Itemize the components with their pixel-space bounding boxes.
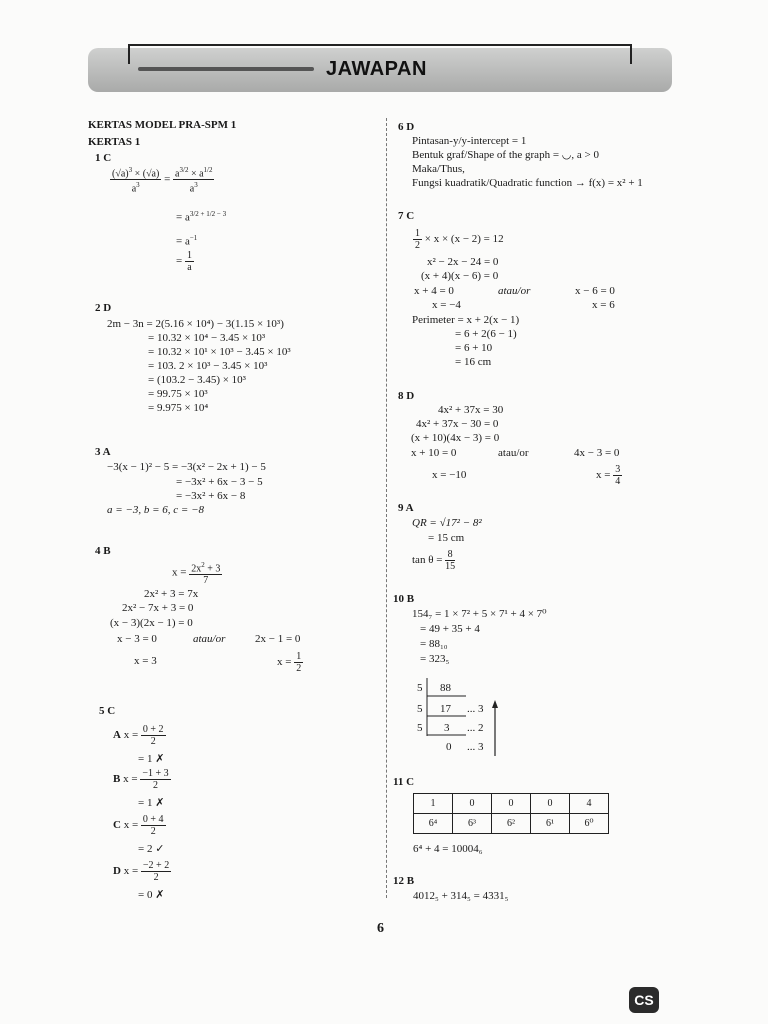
table-cell: 4: [570, 794, 609, 814]
q3-line: = −3x² + 6x − 8: [176, 490, 246, 502]
q5-option-b: B x = $\frac{-1 + 3}{2}$: [113, 768, 169, 791]
q7-or: atau/or: [498, 285, 531, 297]
q2-label: 2 D: [95, 302, 112, 314]
q7-line: = 6 + 2(6 − 1): [455, 328, 517, 340]
q12-label: 12 B: [393, 875, 415, 887]
q7-line: $\frac{1}{2}$ × x × (x − 2) = 12: [415, 228, 504, 251]
ladder-value: 17: [440, 703, 451, 715]
place-value-table: [413, 793, 609, 834]
q9-line: QR = √17² − 8²: [412, 517, 482, 529]
q4-or: atau/or: [193, 633, 226, 645]
q2-line: = 10.32 × 10¹ × 10³ − 3.45 × 10³: [148, 346, 291, 358]
q2-line: = 99.75 × 10³: [148, 388, 208, 400]
ladder-value: 88: [440, 682, 451, 694]
q8-line: 4x² + 37x = 30: [438, 404, 504, 416]
banner-stripe: [138, 67, 314, 71]
ladder-divisor: 5: [417, 703, 423, 715]
q10-line: 154₇ = 1 × 7² + 5 × 7¹ + 4 × 7⁰: [412, 608, 547, 620]
q7-label: 7 C: [398, 210, 415, 222]
q4-line: 2x − 1 = 0: [255, 633, 301, 645]
q7-line: x + 4 = 0: [414, 285, 454, 297]
ladder-remainder: ... 2: [467, 722, 484, 734]
section-subtitle: KERTAS 1: [88, 136, 141, 148]
q5-option-d: D x = $\frac{-2 + 2}{2}$: [113, 860, 170, 883]
q5-result-c: = 2 ✓: [138, 843, 165, 855]
table-row: [414, 814, 609, 834]
table-cell: 0: [453, 794, 492, 814]
ladder-remainder: ... 3: [467, 741, 484, 753]
q6-line: Fungsi kuadratik/Quadratic function → f(x) = x² + 1: [412, 177, 643, 189]
q7-line: (x + 4)(x − 6) = 0: [421, 270, 499, 282]
q2-line: = 103. 2 × 10³ − 3.45 × 10³: [148, 360, 268, 372]
q2-line: 2m − 3n = 2(5.16 × 10⁴) − 3(1.15 × 10³): [107, 318, 284, 330]
ladder-lines: [426, 678, 506, 758]
q7-line: x = −4: [432, 299, 461, 311]
scanner-logo: CS: [629, 987, 659, 1013]
q1-step2: = $a^{3/2 + 1/2 - 3}$: [176, 210, 227, 224]
q4-fraction: x = $\frac{2x^2 + 3}{7}$: [172, 561, 221, 587]
q8-line: x = −10: [432, 469, 467, 481]
q4-line: 2x² − 7x + 3 = 0: [122, 602, 194, 614]
ladder-value: 0: [446, 741, 452, 753]
ladder-value: 3: [444, 722, 450, 734]
q9-line: = 15 cm: [428, 532, 465, 544]
q12-line: 4012₅ + 314₅ = 4331₅: [413, 890, 509, 902]
q8-line: 4x² + 37x − 30 = 0: [416, 418, 499, 430]
q10-line: = 49 + 35 + 4: [420, 623, 480, 635]
q11-result: 6⁴ + 4 = 10004₆: [413, 843, 483, 855]
q5-option-c: C x = $\frac{0 + 4}{2}$: [113, 814, 164, 837]
q4-line: x = 3: [134, 655, 157, 667]
ladder-divisor: 5: [417, 722, 423, 734]
table-row: [414, 794, 609, 814]
q3-label: 3 A: [95, 446, 111, 458]
q8-or: atau/or: [498, 447, 529, 459]
q2-line: = (103.2 − 3.45) × 10³: [148, 374, 246, 386]
q10-label: 10 B: [393, 593, 415, 605]
q5-result-a: = 1 ✗: [138, 753, 165, 765]
q9-line: tan θ = $\frac{8}{15}$: [412, 549, 456, 572]
q3-line: a = −3, b = 6, c = −8: [107, 504, 204, 516]
q6-line: Maka/Thus,: [412, 163, 465, 175]
q7-line: Perimeter = x + 2(x − 1): [412, 314, 520, 326]
q5-option-a: A x = $\frac{0 + 2}{2}$: [113, 724, 164, 747]
q8-label: 8 D: [398, 390, 415, 402]
q7-line: x = 6: [592, 299, 615, 311]
q1-expression: $\frac{(√a)^3 \times (√a)}{a^3}$ = $\frac{a^{3/2} \times a^{1/2}}{a^3}$: [112, 166, 213, 195]
table-cell: 0: [531, 794, 570, 814]
q8-line: (x + 10)(4x − 3) = 0: [411, 432, 500, 444]
ladder-divisor: 5: [417, 682, 423, 694]
q2-line: = 10.32 × 10⁴ − 3.45 × 10³: [148, 332, 266, 344]
q1-step4: = $\frac{1}{a}$: [176, 250, 192, 273]
column-divider: [386, 118, 387, 898]
q7-line: = 6 + 10: [455, 342, 493, 354]
q6-line: Pintasan-y/y-intercept = 1: [412, 135, 527, 147]
q4-line: 2x² + 3 = 7x: [144, 588, 199, 600]
table-cell: 6¹: [531, 814, 570, 834]
q5-label: 5 C: [99, 705, 116, 717]
table-cell: 6³: [453, 814, 492, 834]
q9-label: 9 A: [398, 502, 414, 514]
q7-line: = 16 cm: [455, 356, 492, 368]
q3-line: −3(x − 1)² − 5 = −3(x² − 2x + 1) − 5: [107, 461, 266, 473]
q4-line: (x − 3)(2x − 1) = 0: [110, 617, 193, 629]
section-title: KERTAS MODEL PRA-SPM 1: [88, 119, 237, 131]
table-cell: 6⁴: [414, 814, 453, 834]
table-cell: 1: [414, 794, 453, 814]
q10-line: = 88₁₀: [420, 638, 448, 650]
page-number: 6: [377, 921, 384, 936]
table-cell: 0: [492, 794, 531, 814]
q8-line: 4x − 3 = 0: [574, 447, 620, 459]
page-title: JAWAPAN: [326, 58, 427, 80]
q2-line: = 9.975 × 10⁴: [148, 402, 209, 414]
table-cell: 6²: [492, 814, 531, 834]
q4-label: 4 B: [95, 545, 111, 557]
q4-line: x − 3 = 0: [117, 633, 157, 645]
q5-result-d: = 0 ✗: [138, 889, 165, 901]
q7-line: x² − 2x − 24 = 0: [427, 256, 499, 268]
q1-step3: = $a^{-1}$: [176, 234, 198, 248]
ladder-remainder: ... 3: [467, 703, 484, 715]
q7-line: x − 6 = 0: [575, 285, 615, 297]
q8-line: x + 10 = 0: [411, 447, 457, 459]
q10-line: = 323₅: [420, 653, 450, 665]
q1-label: 1 C: [95, 152, 112, 164]
q4-fraction2: x = $\frac{1}{2}$: [277, 651, 302, 674]
q11-label: 11 C: [393, 776, 415, 788]
q5-result-b: = 1 ✗: [138, 797, 165, 809]
q6-label: 6 D: [398, 121, 415, 133]
table-cell: 6⁰: [570, 814, 609, 834]
q6-line: Bentuk graf/Shape of the graph = ◡, a > 0: [412, 149, 599, 161]
q3-line: = −3x² + 6x − 3 − 5: [176, 476, 263, 488]
q8-fraction: x = $\frac{3}{4}$: [596, 464, 621, 487]
